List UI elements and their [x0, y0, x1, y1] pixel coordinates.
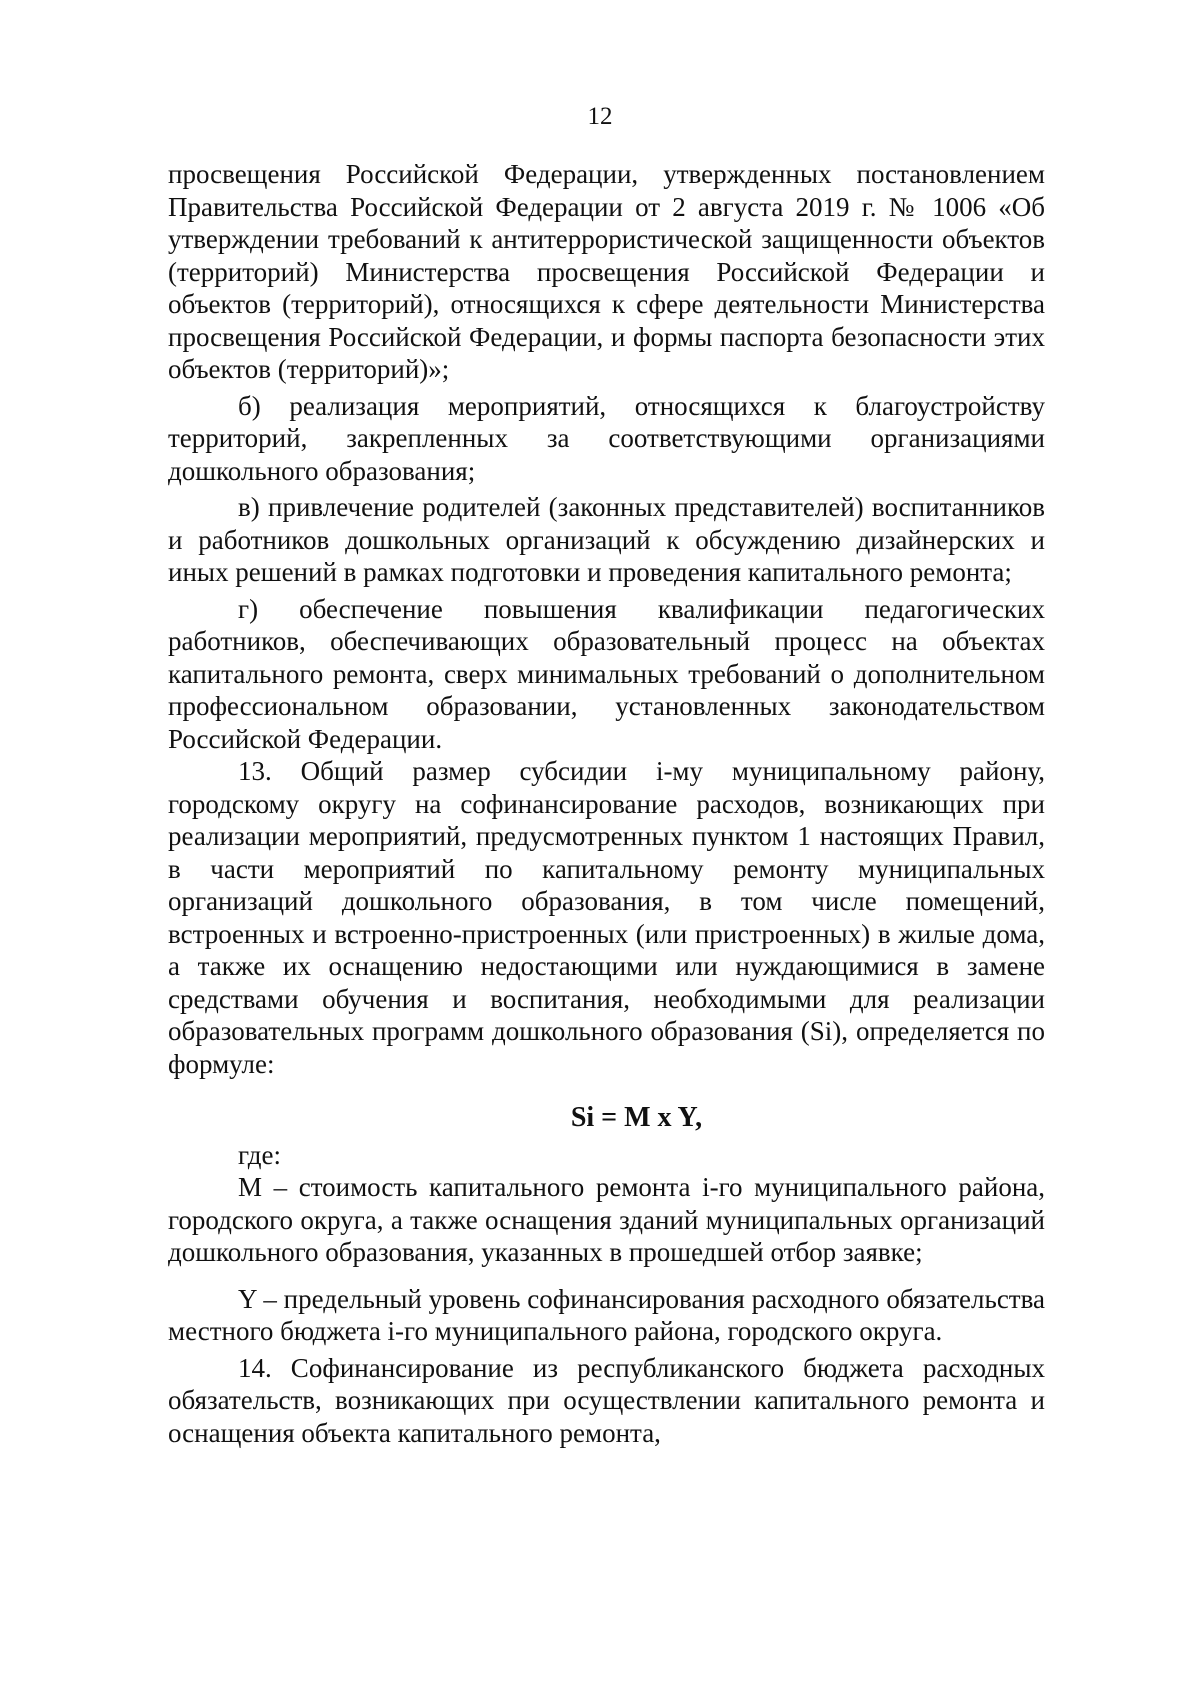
formula: Si = M x Y, — [570, 1102, 703, 1133]
definition-y: Y – предельный уровень софинансирования расходного обязательства местного бюджета i-го муниципального района, городского округа. — [168, 1283, 1045, 1346]
paragraph-item-g: г) обеспечение повышения квалификации педагогических работников, обеспечивающих образовательный процесс на объектах капитального ремонта, сверх минимальных требований о дополнительном профессиональном образовании, установленных законодательством Российской Федерации. — [168, 593, 1045, 754]
definition-m: M – стоимость капитального ремонта i-го муниципального района, городского округа, а также оснащения зданий муниципальных организаций дошкольного образования, указанных в прошедшей отбор заявке; — [168, 1172, 1045, 1267]
paragraph-item-v: в) привлечение родителей (законных представителей) воспитанников и работников дошкольных организаций к обсуждению дизайнерских и иных решений в рамках подготовки и проведения капитального ремонта; — [168, 492, 1045, 587]
paragraph-item-b: б) реализация мероприятий, относящихся к благоустройству территорий, закрепленных за соответствующими организациями дошкольного образования; — [168, 390, 1045, 486]
paragraph-13: 13. Общий размер субсидии i-му муниципальному району, городскому округу на софинансирование расходов, возникающих при реализации мероприятий, предусмотренных пунктом 1 настоящих Правил, в части мероприятий по капитальному ремонту муниципальных организаций дошкольного образования, в том числе помещений, встроенных и встроенно-пристроенных (или пристроенных) в жилые дома, а также их оснащению недостающими или нуждающимися в замене средствами обучения и воспитания, необходимыми для реализации образовательных программ дошкольного образования (Si), определяется по формуле: — [168, 756, 1045, 1079]
document-body — [168, 158, 1045, 1449]
paragraph-continuation: просвещения Российской Федерации, утвержденных постановлением Правительства Российской Федерации от 2 августа 2019 г. № 1006 «Об утверждении требований к антитеррористической защищенности объектов (территорий) Министерства просвещения Российской Федерации и объектов (территорий), относящихся к сфере деятельности Министерства просвещения Российской Федерации, и формы паспорта безопасности этих объектов (территорий)»; — [168, 159, 1045, 384]
paragraph-14: 14. Софинансирование из республиканского бюджета расходных обязательств, возникающих при осуществлении капитального ремонта и оснащения объекта капитального ремонта, — [168, 1352, 1045, 1448]
formula-where-label: где: — [238, 1139, 281, 1170]
page-number: 12 — [587, 103, 613, 130]
